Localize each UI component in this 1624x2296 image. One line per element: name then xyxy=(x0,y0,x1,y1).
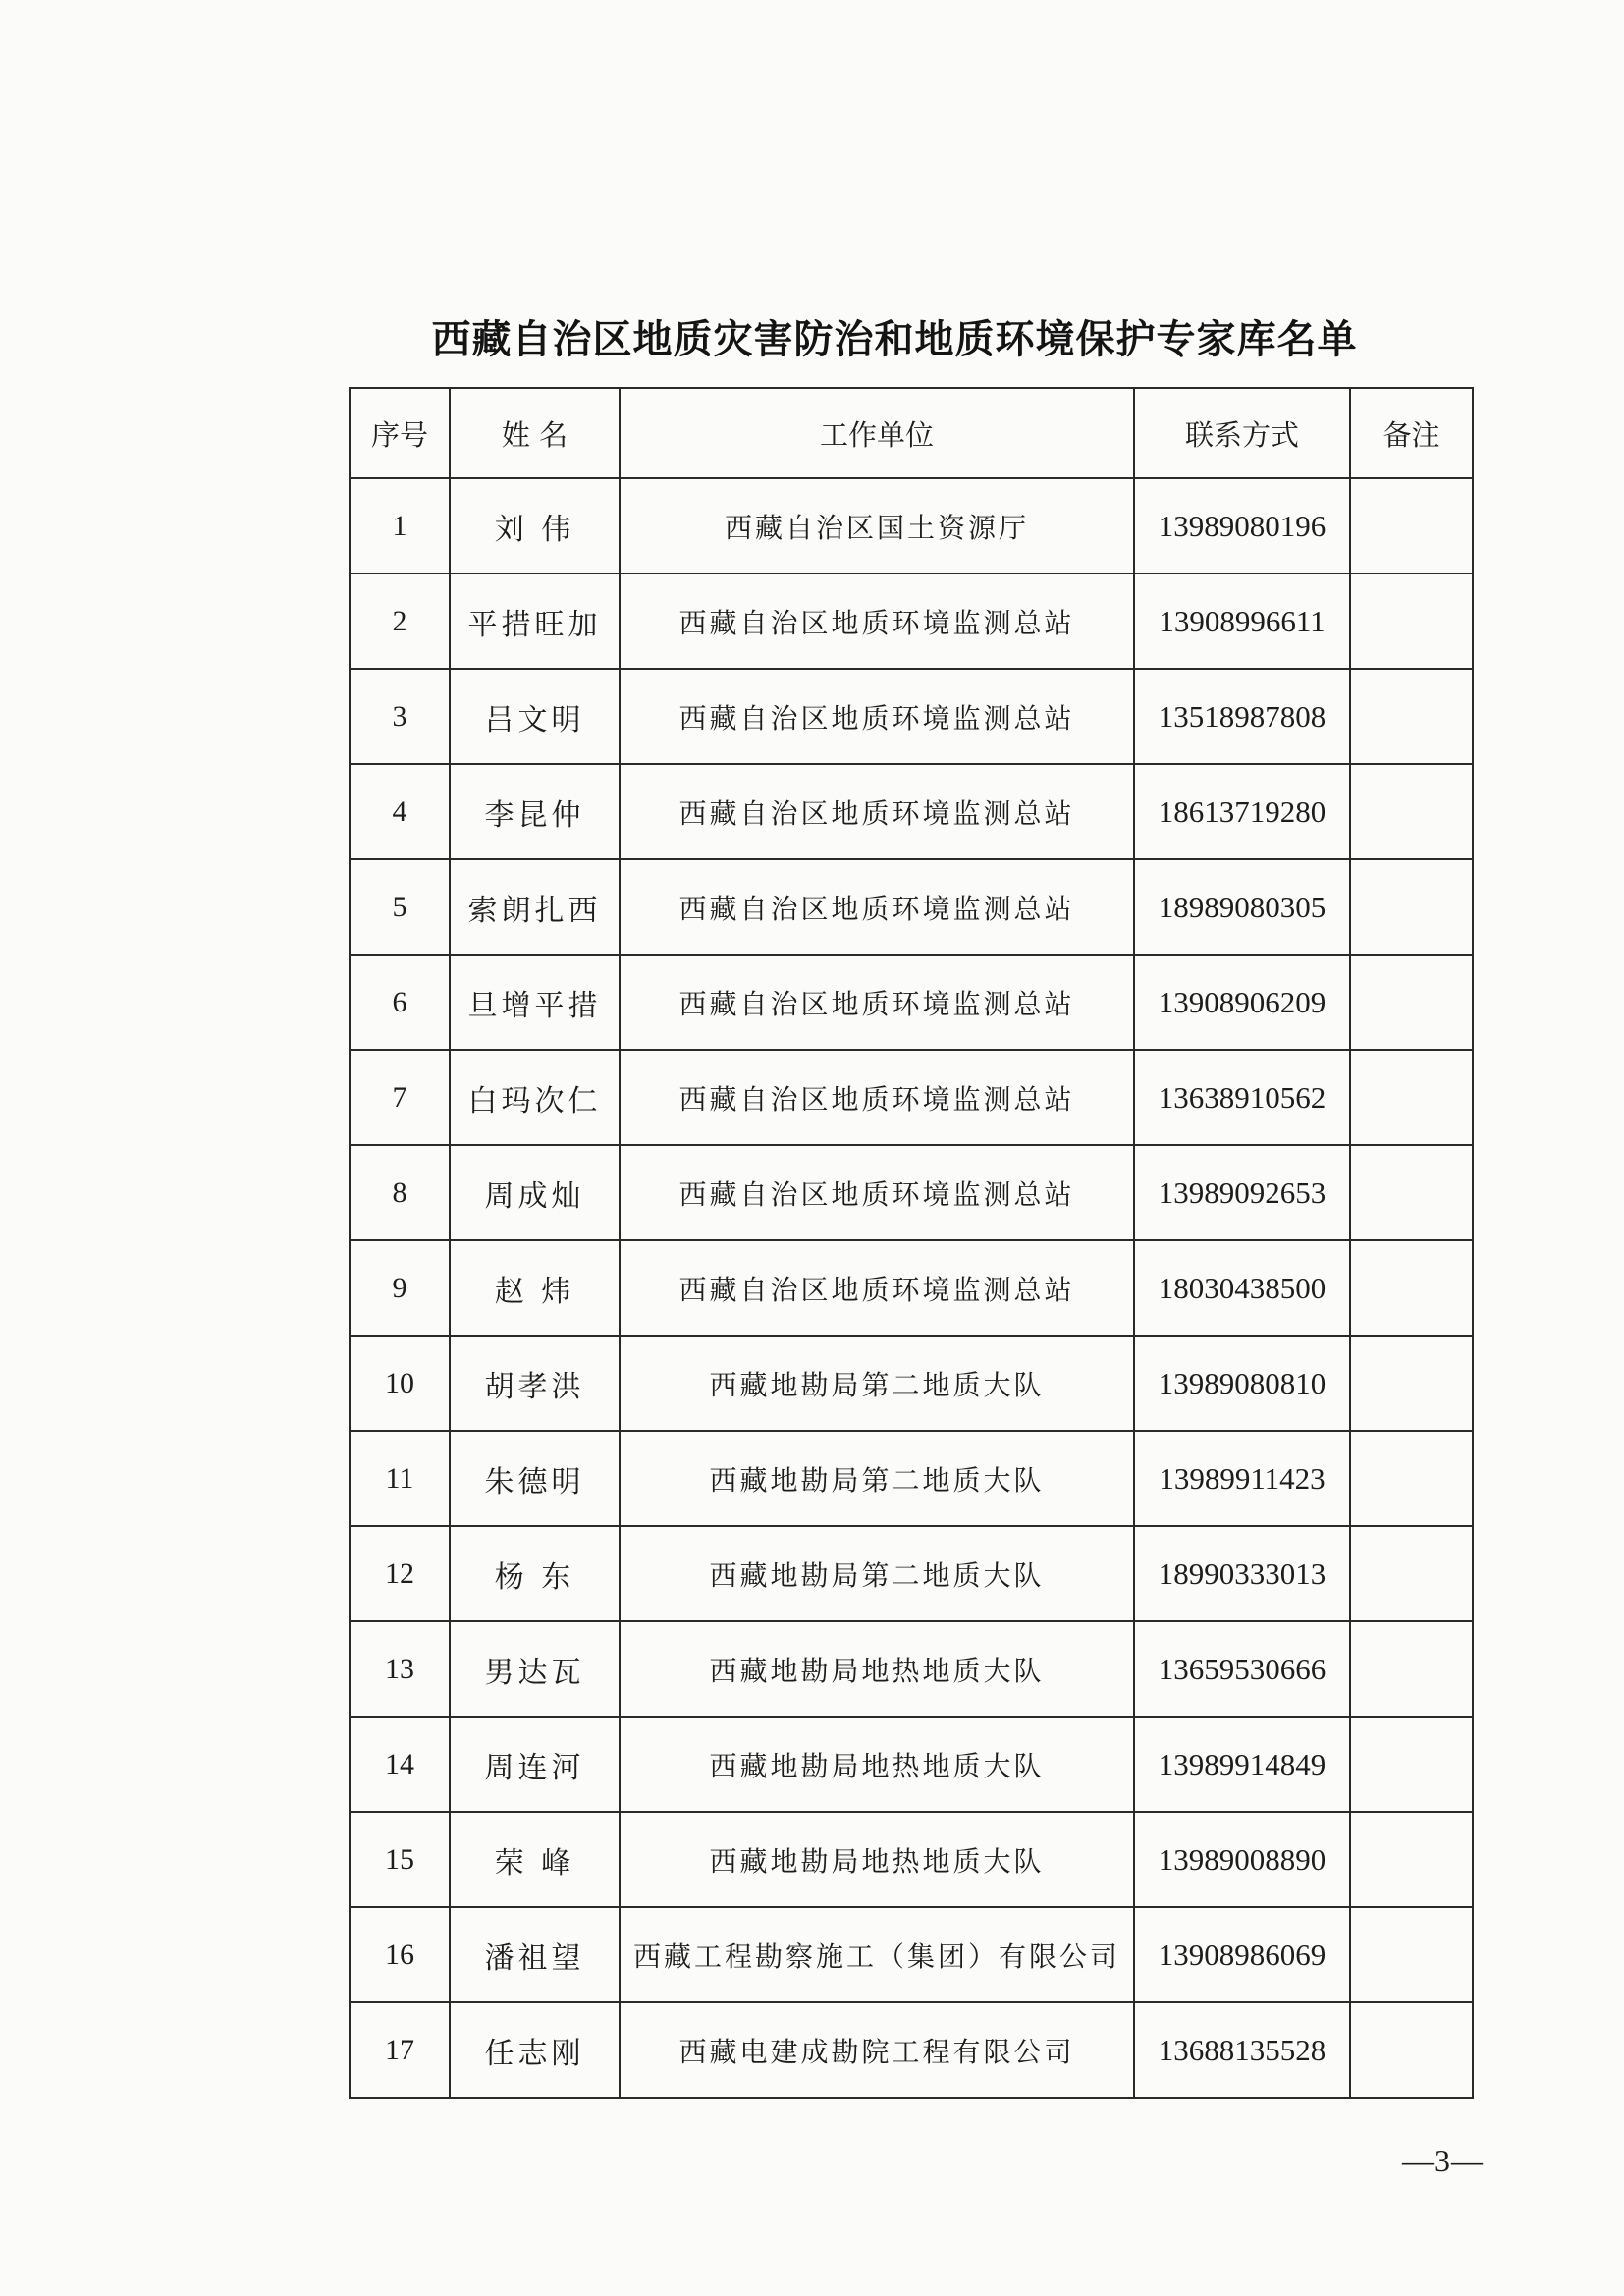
header-row xyxy=(350,388,1473,478)
cell-seq: 9 xyxy=(350,1240,450,1336)
cell-seq: 3 xyxy=(350,669,450,764)
cell-phone: 13908906209 xyxy=(1134,955,1350,1050)
cell-name: 刘 伟 xyxy=(450,478,620,574)
cell-name: 白玛次仁 xyxy=(450,1050,620,1145)
cell-phone: 13989914849 xyxy=(1134,1717,1350,1812)
cell-unit: 西藏电建成勘院工程有限公司 xyxy=(620,2002,1134,2098)
table-row xyxy=(350,1336,1473,1431)
header-unit: 工作单位 xyxy=(620,388,1134,478)
cell-unit: 西藏自治区地质环境监测总站 xyxy=(620,574,1134,669)
cell-seq: 6 xyxy=(350,955,450,1050)
cell-unit: 西藏地勘局地热地质大队 xyxy=(620,1812,1134,1907)
cell-seq: 11 xyxy=(350,1431,450,1526)
cell-seq: 16 xyxy=(350,1907,450,2002)
cell-name: 吕文明 xyxy=(450,669,620,764)
cell-remarks xyxy=(1350,1240,1473,1336)
cell-remarks xyxy=(1350,1145,1473,1240)
cell-phone: 13989080196 xyxy=(1134,478,1350,574)
cell-phone: 13638910562 xyxy=(1134,1050,1350,1145)
cell-unit: 西藏自治区地质环境监测总站 xyxy=(620,859,1134,955)
cell-unit: 西藏地勘局第二地质大队 xyxy=(620,1526,1134,1621)
cell-name: 索朗扎西 xyxy=(450,859,620,955)
expert-table xyxy=(349,387,1474,2099)
cell-remarks xyxy=(1350,1812,1473,1907)
cell-name: 杨 东 xyxy=(450,1526,620,1621)
cell-remarks xyxy=(1350,955,1473,1050)
cell-seq: 1 xyxy=(350,478,450,574)
cell-seq: 10 xyxy=(350,1336,450,1431)
cell-unit: 西藏自治区地质环境监测总站 xyxy=(620,669,1134,764)
cell-phone: 13908996611 xyxy=(1134,574,1350,669)
cell-phone: 18989080305 xyxy=(1134,859,1350,955)
cell-unit: 西藏自治区国土资源厅 xyxy=(620,478,1134,574)
cell-seq: 14 xyxy=(350,1717,450,1812)
cell-name: 周成灿 xyxy=(450,1145,620,1240)
table-row xyxy=(350,1621,1473,1717)
cell-phone: 13989008890 xyxy=(1134,1812,1350,1907)
cell-remarks xyxy=(1350,1336,1473,1431)
table-row xyxy=(350,1145,1473,1240)
cell-remarks xyxy=(1350,669,1473,764)
cell-seq: 12 xyxy=(350,1526,450,1621)
cell-phone: 18990333013 xyxy=(1134,1526,1350,1621)
cell-name: 平措旺加 xyxy=(450,574,620,669)
cell-remarks xyxy=(1350,1431,1473,1526)
table-row xyxy=(350,955,1473,1050)
cell-remarks xyxy=(1350,2002,1473,2098)
cell-unit: 西藏自治区地质环境监测总站 xyxy=(620,764,1134,859)
cell-seq: 8 xyxy=(350,1145,450,1240)
table-row xyxy=(350,859,1473,955)
page-title: 西藏自治区地质灾害防治和地质环境保护专家库名单 xyxy=(431,317,1358,362)
cell-seq: 17 xyxy=(350,2002,450,2098)
cell-unit: 西藏自治区地质环境监测总站 xyxy=(620,1240,1134,1336)
cell-remarks xyxy=(1350,1907,1473,2002)
cell-phone: 18030438500 xyxy=(1134,1240,1350,1336)
table-row xyxy=(350,1526,1473,1621)
cell-seq: 2 xyxy=(350,574,450,669)
header-name: 姓 名 xyxy=(450,388,620,478)
cell-name: 赵 炜 xyxy=(450,1240,620,1336)
cell-unit: 西藏地勘局地热地质大队 xyxy=(620,1717,1134,1812)
cell-name: 朱德明 xyxy=(450,1431,620,1526)
cell-name: 男达瓦 xyxy=(450,1621,620,1717)
cell-seq: 13 xyxy=(350,1621,450,1717)
table-row xyxy=(350,1240,1473,1336)
cell-unit: 西藏地勘局地热地质大队 xyxy=(620,1621,1134,1717)
cell-seq: 7 xyxy=(350,1050,450,1145)
cell-phone: 13989911423 xyxy=(1134,1431,1350,1526)
cell-phone: 13989092653 xyxy=(1134,1145,1350,1240)
cell-remarks xyxy=(1350,1050,1473,1145)
cell-unit: 西藏自治区地质环境监测总站 xyxy=(620,1050,1134,1145)
cell-phone: 13518987808 xyxy=(1134,669,1350,764)
cell-unit: 西藏地勘局第二地质大队 xyxy=(620,1431,1134,1526)
cell-remarks xyxy=(1350,859,1473,955)
cell-phone: 18613719280 xyxy=(1134,764,1350,859)
cell-unit: 西藏工程勘察施工（集团）有限公司 xyxy=(620,1907,1134,2002)
cell-phone: 13659530666 xyxy=(1134,1621,1350,1717)
table-row xyxy=(350,574,1473,669)
cell-remarks xyxy=(1350,478,1473,574)
table-row xyxy=(350,669,1473,764)
header-contact: 联系方式 xyxy=(1134,388,1350,478)
cell-seq: 15 xyxy=(350,1812,450,1907)
table-row xyxy=(350,764,1473,859)
cell-phone: 13908986069 xyxy=(1134,1907,1350,2002)
table-row xyxy=(350,1717,1473,1812)
cell-name: 潘祖望 xyxy=(450,1907,620,2002)
table-row xyxy=(350,1050,1473,1145)
cell-name: 荣 峰 xyxy=(450,1812,620,1907)
table-row xyxy=(350,1812,1473,1907)
table-row xyxy=(350,1431,1473,1526)
header-remarks: 备注 xyxy=(1350,388,1473,478)
cell-remarks xyxy=(1350,1526,1473,1621)
cell-name: 李昆仲 xyxy=(450,764,620,859)
table-body xyxy=(350,478,1473,2098)
cell-unit: 西藏自治区地质环境监测总站 xyxy=(620,1145,1134,1240)
table-header xyxy=(350,388,1473,478)
cell-name: 旦增平措 xyxy=(450,955,620,1050)
cell-remarks xyxy=(1350,764,1473,859)
cell-remarks xyxy=(1350,1717,1473,1812)
cell-seq: 5 xyxy=(350,859,450,955)
table-row xyxy=(350,2002,1473,2098)
cell-remarks xyxy=(1350,574,1473,669)
cell-name: 任志刚 xyxy=(450,2002,620,2098)
table-row xyxy=(350,1907,1473,2002)
cell-unit: 西藏地勘局第二地质大队 xyxy=(620,1336,1134,1431)
header-seq: 序号 xyxy=(350,388,450,478)
cell-name: 胡孝洪 xyxy=(450,1336,620,1431)
cell-phone: 13989080810 xyxy=(1134,1336,1350,1431)
cell-phone: 13688135528 xyxy=(1134,2002,1350,2098)
cell-unit: 西藏自治区地质环境监测总站 xyxy=(620,955,1134,1050)
cell-remarks xyxy=(1350,1621,1473,1717)
cell-seq: 4 xyxy=(350,764,450,859)
table-row xyxy=(350,478,1473,574)
cell-name: 周连河 xyxy=(450,1717,620,1812)
page-number: —3— xyxy=(1402,2143,1484,2178)
